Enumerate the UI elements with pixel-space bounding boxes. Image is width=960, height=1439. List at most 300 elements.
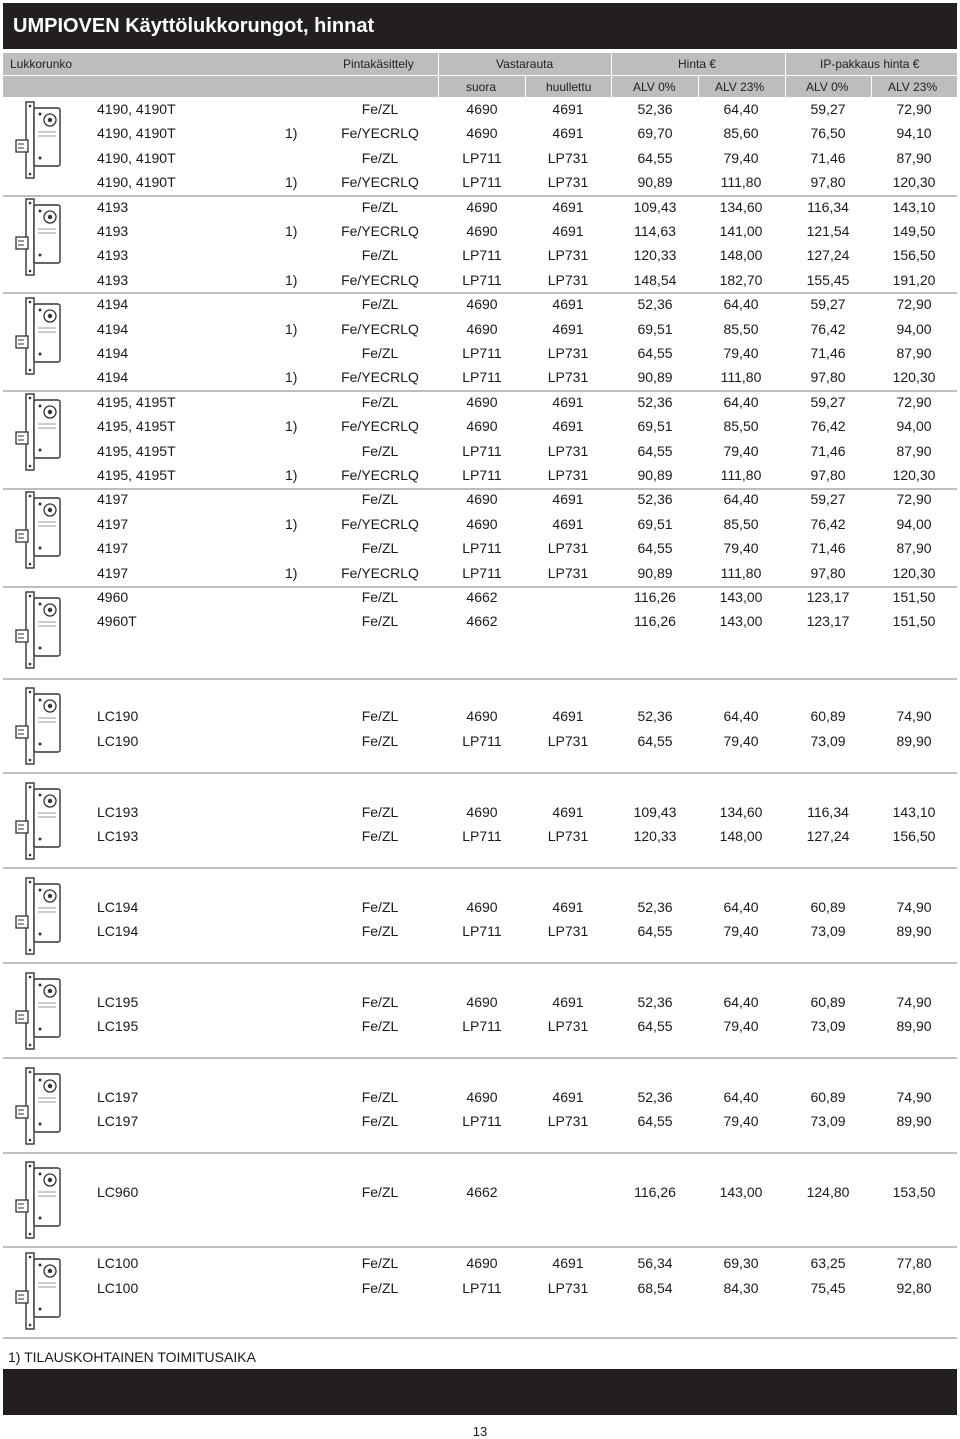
cell-suora: LP711 <box>462 149 502 166</box>
cell-ip0: 73,09 <box>810 733 846 749</box>
cell-finish: Fe/ZL <box>361 899 399 915</box>
lock-body-icon <box>10 1066 66 1151</box>
cell-model: 4193 <box>97 271 129 288</box>
cell-ip23: 151,50 <box>892 589 936 605</box>
cell-finish: Fe/ZL <box>361 149 399 166</box>
cell-finish: Fe/ZL <box>361 589 399 605</box>
header-divider <box>871 75 872 97</box>
cell-huul: 4691 <box>552 1089 584 1105</box>
cell-ip23: 87,90 <box>896 149 932 166</box>
cell-note: 1) <box>285 271 298 288</box>
cell-model: 4197 <box>97 515 129 532</box>
cell-note: 1) <box>285 125 298 142</box>
cell-huul: 4691 <box>552 125 584 142</box>
cell-p0: 64,55 <box>637 345 673 361</box>
cell-suora: LP711 <box>462 923 502 939</box>
cell-suora: 4690 <box>466 804 498 820</box>
cell-suora: 4690 <box>466 708 498 724</box>
cell-finish: Fe/ZL <box>361 1255 399 1271</box>
cell-model: LC190 <box>97 708 139 724</box>
cell-p23: 84,30 <box>723 1280 759 1296</box>
cell-ip0: 71,46 <box>810 149 846 166</box>
cell-p23: 79,40 <box>723 1018 759 1034</box>
group-divider <box>3 195 957 197</box>
cell-model: 4194 <box>97 296 129 313</box>
lock-body-icon <box>10 392 66 477</box>
cell-ip0: 97,80 <box>810 564 846 581</box>
cell-ip23: 120,30 <box>892 467 936 483</box>
cell-huul: LP731 <box>547 271 589 288</box>
cell-p23: 134,60 <box>719 804 763 820</box>
lock-body-icon <box>10 1160 66 1245</box>
cell-ip23: 143,10 <box>892 198 936 215</box>
cell-ip23: 143,10 <box>892 804 936 820</box>
lock-body-icon <box>10 686 66 771</box>
cell-finish: Fe/ZL <box>361 101 399 117</box>
table-row <box>0 536 960 560</box>
footnote: 1) TILAUSKOHTAINEN TOIMITUSAIKA <box>8 1349 256 1365</box>
cell-suora: LP711 <box>462 369 502 386</box>
cell-huul: LP731 <box>547 247 589 264</box>
cell-huul: LP731 <box>547 345 589 361</box>
cell-p0: 64,55 <box>637 733 673 749</box>
cell-model: 4194 <box>97 369 129 386</box>
cell-p23: 69,30 <box>723 1255 759 1271</box>
table-row <box>0 512 960 536</box>
cell-p0: 148,54 <box>633 271 677 288</box>
cell-suora: 4690 <box>466 198 498 215</box>
col-header-hinta: Hinta € <box>678 57 717 71</box>
cell-huul: LP731 <box>547 540 589 557</box>
cell-p23: 148,00 <box>719 828 763 844</box>
cell-huul: LP731 <box>547 923 589 939</box>
cell-ip0: 71,46 <box>810 345 846 361</box>
cell-finish: Fe/ZL <box>361 923 399 939</box>
cell-model: LC197 <box>97 1089 139 1105</box>
cell-p23: 85,50 <box>723 320 759 337</box>
cell-ip23: 89,90 <box>896 1113 932 1129</box>
cell-finish: Fe/ZL <box>361 1113 399 1129</box>
cell-huul: 4691 <box>552 320 584 337</box>
cell-finish: Fe/ZL <box>361 804 399 820</box>
cell-finish: Fe/ZL <box>361 994 399 1010</box>
cell-p0: 64,55 <box>637 442 673 459</box>
header-divider <box>525 75 526 97</box>
cell-huul: 4691 <box>552 223 584 239</box>
cell-ip23: 156,50 <box>892 828 936 844</box>
cell-p23: 111,80 <box>720 369 762 386</box>
table-row <box>0 365 960 389</box>
table-row <box>0 317 960 341</box>
cell-suora: 4690 <box>466 491 498 508</box>
group-divider <box>3 867 957 869</box>
lock-body-icon <box>10 197 66 282</box>
cell-ip0: 76,50 <box>810 125 846 142</box>
table-row <box>0 439 960 463</box>
cell-p0: 52,36 <box>637 491 673 508</box>
cell-suora: LP711 <box>462 467 502 483</box>
cell-p23: 111,80 <box>720 564 762 581</box>
cell-p0: 109,43 <box>633 804 677 820</box>
cell-huul: 4691 <box>552 515 584 532</box>
col-header-ip-hinta: IP-pakkaus hinta € <box>820 57 920 71</box>
cell-model: 4190, 4190T <box>97 101 176 117</box>
cell-ip23: 120,30 <box>892 174 936 191</box>
cell-p23: 148,00 <box>719 247 763 264</box>
table-row <box>0 1014 960 1038</box>
cell-huul: 4691 <box>552 708 584 724</box>
cell-suora: LP711 <box>462 828 502 844</box>
cell-finish: Fe/YECRLQ <box>341 564 419 581</box>
cell-suora: 4662 <box>466 613 498 630</box>
cell-model: 4193 <box>97 223 129 239</box>
cell-finish: Fe/YECRLQ <box>341 125 419 142</box>
cell-p0: 116,26 <box>634 589 676 605</box>
cell-ip23: 74,90 <box>896 994 932 1010</box>
cell-note: 1) <box>285 418 298 435</box>
cell-model: LC960 <box>97 1184 139 1200</box>
cell-p0: 69,51 <box>637 515 673 532</box>
cell-ip23: 94,10 <box>896 125 932 142</box>
cell-finish: Fe/ZL <box>361 345 399 361</box>
cell-ip23: 191,20 <box>892 271 936 288</box>
cell-p0: 120,33 <box>633 247 677 264</box>
cell-suora: 4690 <box>466 1255 498 1271</box>
cell-ip0: 75,45 <box>810 1280 846 1296</box>
page-number: 13 <box>472 1424 488 1439</box>
cell-ip0: 73,09 <box>810 923 846 939</box>
cell-suora: LP711 <box>462 345 502 361</box>
table-row <box>0 704 960 728</box>
cell-p23: 143,00 <box>719 1184 763 1200</box>
cell-p0: 69,51 <box>637 418 673 435</box>
cell-finish: Fe/YECRLQ <box>341 174 419 191</box>
cell-huul: LP731 <box>547 174 589 191</box>
cell-ip0: 97,80 <box>810 467 846 483</box>
cell-ip0: 59,27 <box>810 101 846 117</box>
cell-p23: 85,50 <box>723 418 759 435</box>
cell-suora: 4662 <box>466 589 498 605</box>
cell-suora: 4690 <box>466 101 498 117</box>
cell-model: 4193 <box>97 247 129 264</box>
cell-finish: Fe/ZL <box>361 442 399 459</box>
cell-ip23: 94,00 <box>896 515 932 532</box>
table-row <box>0 800 960 824</box>
cell-p0: 52,36 <box>637 296 673 313</box>
cell-p23: 85,60 <box>723 125 759 142</box>
cell-ip0: 60,89 <box>810 1089 846 1105</box>
cell-suora: 4690 <box>466 418 498 435</box>
table-row <box>0 97 960 121</box>
cell-p0: 90,89 <box>637 369 673 386</box>
cell-note: 1) <box>285 174 298 191</box>
cell-suora: LP711 <box>462 442 502 459</box>
cell-ip23: 74,90 <box>896 708 932 724</box>
cell-ip23: 151,50 <box>892 613 936 630</box>
cell-suora: 4690 <box>466 1089 498 1105</box>
table-row <box>0 170 960 194</box>
cell-model: 4194 <box>97 345 129 361</box>
lock-body-icon <box>10 490 66 575</box>
table-row <box>0 1109 960 1133</box>
cell-p23: 182,70 <box>719 271 763 288</box>
group-divider <box>3 586 957 588</box>
cell-ip0: 124,80 <box>806 1184 850 1200</box>
cell-model: LC194 <box>97 899 139 915</box>
table-row <box>0 268 960 292</box>
group-divider <box>3 488 957 490</box>
cell-model: 4190, 4190T <box>97 149 176 166</box>
cell-p23: 64,40 <box>723 899 759 915</box>
cell-p23: 64,40 <box>723 393 759 410</box>
cell-suora: 4690 <box>466 296 498 313</box>
cell-huul: 4691 <box>552 101 584 117</box>
cell-finish: Fe/ZL <box>361 247 399 264</box>
cell-huul: LP731 <box>547 1113 589 1129</box>
cell-huul: 4691 <box>552 1255 584 1271</box>
lock-body-icon <box>10 876 66 961</box>
cell-model: 4190, 4190T <box>97 174 176 191</box>
cell-p0: 64,55 <box>637 149 673 166</box>
lock-body-icon <box>10 590 66 675</box>
cell-model: LC193 <box>97 804 139 820</box>
group-divider <box>3 962 957 964</box>
cell-p0: 68,54 <box>637 1280 673 1296</box>
cell-ip0: 76,42 <box>810 418 846 435</box>
header-divider <box>3 75 957 76</box>
table-row <box>0 609 960 633</box>
col-header-alv0: ALV 0% <box>633 80 676 94</box>
cell-finish: Fe/ZL <box>361 1280 399 1296</box>
cell-huul: LP731 <box>547 149 589 166</box>
cell-ip0: 60,89 <box>810 994 846 1010</box>
group-divider <box>3 390 957 392</box>
table-header <box>3 53 957 97</box>
cell-huul: 4691 <box>552 491 584 508</box>
cell-model: 4197 <box>97 540 129 557</box>
cell-suora: LP711 <box>462 564 502 581</box>
cell-ip0: 71,46 <box>810 442 846 459</box>
cell-ip0: 127,24 <box>806 828 850 844</box>
table-row <box>0 895 960 919</box>
cell-suora: 4690 <box>466 223 498 239</box>
cell-ip23: 92,80 <box>896 1280 932 1296</box>
cell-ip0: 60,89 <box>810 899 846 915</box>
table-row <box>0 195 960 219</box>
cell-ip23: 149,50 <box>892 223 936 239</box>
cell-p0: 64,55 <box>637 923 673 939</box>
cell-suora: 4690 <box>466 515 498 532</box>
cell-huul: 4691 <box>552 899 584 915</box>
cell-p23: 111,80 <box>720 174 762 191</box>
table-row <box>0 1180 960 1204</box>
cell-finish: Fe/YECRLQ <box>341 271 419 288</box>
cell-ip0: 123,17 <box>806 613 850 630</box>
cell-ip23: 77,80 <box>896 1255 932 1271</box>
cell-model: LC190 <box>97 733 139 749</box>
table-row <box>0 243 960 267</box>
cell-p0: 90,89 <box>637 467 673 483</box>
cell-model: LC194 <box>97 923 139 939</box>
cell-p0: 114,63 <box>634 223 676 239</box>
group-divider <box>3 678 957 680</box>
table-row <box>0 990 960 1014</box>
cell-huul: LP731 <box>547 1280 589 1296</box>
cell-finish: Fe/ZL <box>361 708 399 724</box>
cell-ip23: 87,90 <box>896 345 932 361</box>
cell-ip23: 153,50 <box>892 1184 936 1200</box>
cell-suora: LP711 <box>462 1280 502 1296</box>
cell-finish: Fe/YECRLQ <box>341 369 419 386</box>
cell-finish: Fe/ZL <box>361 733 399 749</box>
table-row <box>0 414 960 438</box>
cell-p0: 52,36 <box>637 393 673 410</box>
cell-model: LC100 <box>97 1280 139 1296</box>
cell-note: 1) <box>285 515 298 532</box>
cell-p23: 64,40 <box>723 994 759 1010</box>
cell-ip23: 89,90 <box>896 1018 932 1034</box>
cell-finish: Fe/ZL <box>361 828 399 844</box>
table-row <box>0 1251 960 1275</box>
cell-ip23: 120,30 <box>892 564 936 581</box>
cell-finish: Fe/ZL <box>361 393 399 410</box>
cell-p23: 64,40 <box>723 296 759 313</box>
cell-finish: Fe/ZL <box>361 1089 399 1105</box>
cell-finish: Fe/YECRLQ <box>341 467 419 483</box>
cell-model: LC197 <box>97 1113 139 1129</box>
cell-ip0: 121,54 <box>806 223 850 239</box>
table-row <box>0 341 960 365</box>
cell-suora: LP711 <box>462 174 502 191</box>
cell-ip0: 97,80 <box>810 369 846 386</box>
cell-model: LC193 <box>97 828 139 844</box>
group-divider <box>3 1246 957 1248</box>
cell-huul: LP731 <box>547 369 589 386</box>
cell-ip0: 60,89 <box>810 708 846 724</box>
cell-finish: Fe/ZL <box>361 1018 399 1034</box>
cell-ip0: 97,80 <box>810 174 846 191</box>
cell-ip0: 73,09 <box>810 1113 846 1129</box>
cell-ip0: 76,42 <box>810 515 846 532</box>
cell-model: 4194 <box>97 320 129 337</box>
col-header-ip-alv0: ALV 0% <box>806 80 849 94</box>
col-header-ip-alv23: ALV 23% <box>888 80 938 94</box>
cell-model: 4197 <box>97 491 129 508</box>
cell-huul: LP731 <box>547 1018 589 1034</box>
cell-ip23: 74,90 <box>896 899 932 915</box>
cell-model: 4190, 4190T <box>97 125 176 142</box>
page-title: UMPIOVEN Käyttölukkorungot, hinnat <box>3 3 957 49</box>
cell-p0: 116,26 <box>634 1184 676 1200</box>
col-header-huullettu: huullettu <box>546 80 592 94</box>
cell-ip0: 116,34 <box>807 804 849 820</box>
cell-model: 4193 <box>97 198 129 215</box>
header-divider <box>698 75 699 97</box>
table-row <box>0 824 960 848</box>
cell-p23: 79,40 <box>723 540 759 557</box>
cell-finish: Fe/YECRLQ <box>341 418 419 435</box>
cell-model: 4195, 4195T <box>97 393 176 410</box>
cell-p23: 79,40 <box>723 345 759 361</box>
table-row <box>0 463 960 487</box>
cell-suora: 4690 <box>466 393 498 410</box>
cell-ip0: 71,46 <box>810 540 846 557</box>
cell-ip23: 87,90 <box>896 442 932 459</box>
cell-finish: Fe/ZL <box>361 491 399 508</box>
cell-model: LC100 <box>97 1255 139 1271</box>
table-row <box>0 390 960 414</box>
cell-suora: 4662 <box>466 1184 498 1200</box>
cell-model: 4960 <box>97 589 129 605</box>
cell-ip23: 72,90 <box>896 491 932 508</box>
cell-note: 1) <box>285 467 298 483</box>
cell-huul: LP731 <box>547 828 589 844</box>
cell-finish: Fe/YECRLQ <box>341 223 419 239</box>
cell-p23: 64,40 <box>723 491 759 508</box>
col-header-vastarauta: Vastarauta <box>496 57 554 71</box>
cell-p23: 64,40 <box>723 1089 759 1105</box>
cell-ip0: 127,24 <box>806 247 850 264</box>
table-row <box>0 919 960 943</box>
cell-p0: 116,26 <box>634 613 676 630</box>
table-row <box>0 219 960 243</box>
group-divider <box>3 292 957 294</box>
cell-p0: 52,36 <box>637 708 673 724</box>
cell-note: 1) <box>285 564 298 581</box>
cell-p23: 85,50 <box>723 515 759 532</box>
cell-p0: 52,36 <box>637 899 673 915</box>
cell-p23: 79,40 <box>723 733 759 749</box>
cell-huul: 4691 <box>552 296 584 313</box>
lock-body-icon <box>10 781 66 866</box>
footer-bar <box>3 1369 957 1415</box>
table-row <box>0 146 960 170</box>
cell-huul: 4691 <box>552 418 584 435</box>
cell-model: 4195, 4195T <box>97 442 176 459</box>
cell-model: 4195, 4195T <box>97 418 176 435</box>
cell-huul: LP731 <box>547 733 589 749</box>
cell-p0: 64,55 <box>637 1018 673 1034</box>
cell-ip23: 94,00 <box>896 418 932 435</box>
cell-p23: 79,40 <box>723 923 759 939</box>
cell-ip0: 123,17 <box>806 589 850 605</box>
table-row <box>0 487 960 511</box>
group-divider <box>3 1057 957 1059</box>
cell-ip23: 89,90 <box>896 733 932 749</box>
cell-model: LC195 <box>97 994 139 1010</box>
cell-finish: Fe/ZL <box>361 1184 399 1200</box>
table-row <box>0 292 960 316</box>
cell-ip23: 89,90 <box>896 923 932 939</box>
cell-suora: LP711 <box>462 540 502 557</box>
cell-p0: 90,89 <box>637 564 673 581</box>
cell-p0: 52,36 <box>637 101 673 117</box>
group-divider <box>3 1337 957 1339</box>
lock-body-icon <box>10 1251 66 1336</box>
cell-suora: LP711 <box>462 1018 502 1034</box>
col-header-lukkorunko: Lukkorunko <box>10 57 73 71</box>
cell-p23: 143,00 <box>719 589 763 605</box>
cell-finish: Fe/ZL <box>361 198 399 215</box>
cell-note: 1) <box>285 223 298 239</box>
cell-finish: Fe/ZL <box>361 613 399 630</box>
cell-ip23: 72,90 <box>896 393 932 410</box>
cell-suora: LP711 <box>462 733 502 749</box>
cell-p23: 111,80 <box>720 467 762 483</box>
col-header-pinta: Pintakäsittely <box>343 57 414 71</box>
cell-model: 4197 <box>97 564 129 581</box>
cell-huul: LP731 <box>547 564 589 581</box>
